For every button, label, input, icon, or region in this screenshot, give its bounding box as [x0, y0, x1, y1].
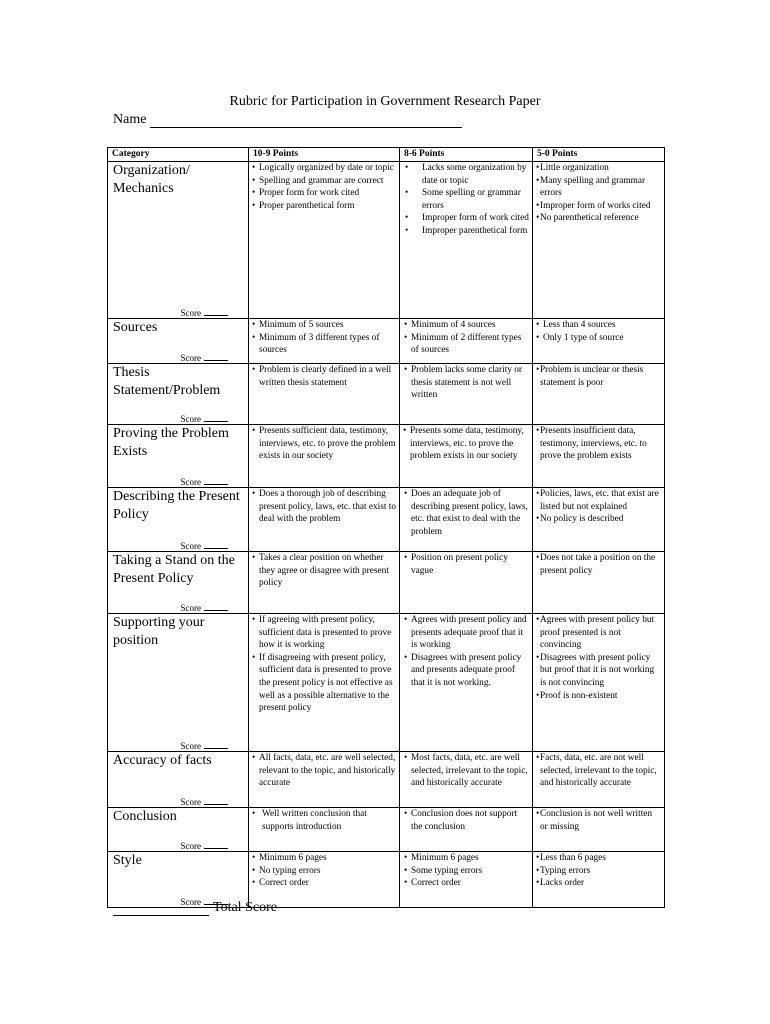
rubric-row-supporting-your-position [108, 614, 665, 752]
cell-5-0-points [533, 319, 665, 364]
criteria-item: • Improper form of work cited [400, 212, 530, 225]
cell-10-9-points [249, 425, 400, 488]
criteria-item: • Agrees with present policy but proof presented is not convincing [533, 614, 662, 652]
cell-8-6-points [400, 488, 533, 552]
cell-8-6-points [400, 319, 533, 364]
rubric-row-describing-the-present-policy [108, 488, 665, 552]
name-field [113, 112, 462, 128]
header-5-0-points: 5-0 Points [533, 148, 665, 162]
criteria-list [249, 319, 399, 357]
criteria-item: • Proper parenthetical form [249, 200, 397, 213]
total-score-label: Total Score [213, 900, 277, 915]
criteria-list [533, 425, 664, 463]
criteria-list [533, 808, 664, 833]
criteria-item: • If agreeing with present policy, sufficient data is presented to prove how it is working [249, 614, 397, 652]
score-field [181, 476, 229, 487]
criteria-list [400, 488, 532, 538]
criteria-item: • Presents insufficient data, testimony, interviews, etc. to prove the problem exists [533, 425, 662, 463]
criteria-item: • Spelling and grammar are correct [249, 175, 397, 188]
score-label: Score [180, 897, 201, 907]
criteria-list [249, 162, 399, 212]
score-field [181, 413, 229, 424]
criteria-item: • Disagrees with present policy but proof that it is not working is not convincing [533, 652, 662, 690]
score-label: Score [180, 541, 201, 551]
score-blank-line [204, 476, 228, 485]
category-name: Style [113, 853, 142, 868]
category-cell [108, 364, 249, 425]
cell-10-9-points [249, 319, 400, 364]
cell-5-0-points [533, 364, 665, 425]
criteria-item: • Most facts, data, etc. are well selected, irrelevant to the topic, and historically accurate [400, 752, 530, 790]
cell-10-9-points [249, 808, 400, 852]
criteria-list [249, 808, 399, 833]
score-label: Score [180, 477, 201, 487]
category-cell [108, 752, 249, 808]
score-field [181, 840, 229, 851]
criteria-item: • Disagrees with present policy and presents adequate proof that it is not working. [400, 652, 530, 690]
criteria-item: • Does not take a position on the present policy [533, 552, 662, 577]
score-blank-line [204, 413, 228, 422]
page-title: Rubric for Participation in Government Research Paper [229, 94, 541, 109]
category-name: Sources [113, 320, 158, 335]
criteria-list [249, 752, 399, 790]
cell-8-6-points [400, 552, 533, 614]
criteria-list [249, 552, 399, 590]
cell-10-9-points [249, 752, 400, 808]
category-name: Accuracy of facts [113, 753, 212, 768]
criteria-item: • Problem lacks some clarity or thesis statement is not well written [400, 364, 530, 402]
score-field [181, 796, 229, 807]
criteria-list [533, 852, 664, 890]
criteria-item: • No parenthetical reference [533, 212, 662, 225]
criteria-list [400, 319, 532, 357]
rubric-row-taking-a-stand-on-the-present-policy [108, 552, 665, 614]
cell-5-0-points [533, 752, 665, 808]
score-label: Score [180, 603, 201, 613]
rubric-table [107, 147, 665, 908]
criteria-list [249, 364, 399, 389]
criteria-list [533, 364, 664, 389]
cell-10-9-points [249, 614, 400, 752]
cell-8-6-points [400, 808, 533, 852]
criteria-item: • Correct order [400, 877, 530, 890]
criteria-item: • Minimum of 2 different types of sources [400, 332, 530, 357]
cell-8-6-points [400, 614, 533, 752]
criteria-item: • Only 1 type of source [533, 332, 662, 345]
category-name: Supporting your position [113, 615, 205, 648]
criteria-list [533, 162, 664, 225]
criteria-item: • Improper form of works cited [533, 200, 662, 213]
criteria-list [249, 852, 399, 890]
criteria-list [400, 552, 532, 577]
score-blank-line [204, 540, 228, 549]
criteria-list [249, 425, 399, 463]
total-blank-line [113, 901, 209, 916]
criteria-item: • Problem is unclear or thesis statement is poor [533, 364, 662, 389]
criteria-list [400, 364, 532, 402]
rubric-row-accuracy-of-facts [108, 752, 665, 808]
criteria-list [400, 852, 532, 890]
criteria-item: • If disagreeing with present policy, sufficient data is presented to prove the present policy is not effective as well as a possible alternative to the present policy [249, 652, 397, 715]
criteria-item: • Policies, laws, etc. that exist are listed but not explained [533, 488, 662, 513]
criteria-item: • Well written conclusion that supports introduction [249, 808, 397, 833]
score-label: Score [180, 797, 201, 807]
rubric-row-proving-the-problem-exists [108, 425, 665, 488]
score-blank-line [204, 840, 228, 849]
score-field [181, 352, 229, 363]
cell-10-9-points [249, 162, 400, 319]
category-cell [108, 614, 249, 752]
criteria-item: • Proof is non-existent [533, 690, 662, 703]
criteria-item: • Position on present policy vague [400, 552, 530, 577]
criteria-item: • Some spelling or grammar errors [400, 187, 530, 212]
score-blank-line [204, 602, 228, 611]
score-field [181, 540, 229, 551]
category-name: Describing the Present Policy [113, 489, 240, 522]
score-field [181, 740, 229, 751]
criteria-item: • Does a thorough job of describing present policy, laws, etc. that exist to deal with the problem [249, 488, 397, 526]
rubric-row-conclusion [108, 808, 665, 852]
cell-10-9-points [249, 364, 400, 425]
criteria-item: • Improper parenthetical form [400, 225, 530, 238]
cell-5-0-points [533, 808, 665, 852]
criteria-list [249, 488, 399, 526]
criteria-list [533, 752, 664, 790]
category-name: Taking a Stand on the Present Policy [113, 553, 235, 586]
category-name: Proving the Problem Exists [113, 426, 229, 459]
cell-8-6-points [400, 425, 533, 488]
criteria-item: • Minimum 6 pages [400, 852, 530, 865]
cell-8-6-points [400, 852, 533, 908]
criteria-item: • All facts, data, etc. are well selected, relevant to the topic, and historically accurate [249, 752, 397, 790]
criteria-list [533, 552, 664, 577]
cell-5-0-points [533, 488, 665, 552]
criteria-item: • Does an adequate job of describing present policy, laws, etc. that exist to deal with the problem [400, 488, 530, 538]
cell-5-0-points [533, 425, 665, 488]
criteria-item: • Many spelling and grammar errors [533, 175, 662, 200]
category-cell [108, 808, 249, 852]
score-blank-line [204, 307, 228, 316]
score-label: Score [180, 841, 201, 851]
criteria-item: • Minimum of 3 different types of sources [249, 332, 397, 357]
header-8-6-points: 8-6 Points [400, 148, 533, 162]
category-cell [108, 552, 249, 614]
criteria-list [400, 614, 532, 690]
category-cell [108, 319, 249, 364]
criteria-item: • Lacks some organization by date or topic [400, 162, 530, 187]
criteria-list [400, 808, 532, 833]
criteria-item: • Typing errors [533, 865, 662, 878]
score-label: Score [180, 353, 201, 363]
criteria-item: • Less than 4 sources [533, 319, 662, 332]
category-cell [108, 162, 249, 319]
criteria-item: • Agrees with present policy and presents adequate proof that it is working [400, 614, 530, 652]
criteria-item: • Minimum 6 pages [249, 852, 397, 865]
score-blank-line [204, 352, 228, 361]
cell-10-9-points [249, 552, 400, 614]
total-score [113, 900, 277, 916]
cell-5-0-points [533, 552, 665, 614]
criteria-item: • Less than 6 pages [533, 852, 662, 865]
score-blank-line [204, 740, 228, 749]
criteria-item: • Conclusion is not well written or missing [533, 808, 662, 833]
name-label: Name [113, 112, 147, 127]
score-label: Score [180, 308, 201, 318]
criteria-item: • Proper form for work cited [249, 187, 397, 200]
criteria-item: • Presents sufficient data, testimony, interviews, etc. to prove the problem exists in our society [249, 425, 397, 463]
cell-5-0-points [533, 852, 665, 908]
criteria-list [533, 319, 664, 344]
criteria-item: • Problem is clearly defined in a well written thesis statement [249, 364, 397, 389]
rubric-row-sources [108, 319, 665, 364]
cell-5-0-points [533, 614, 665, 752]
criteria-item: • Facts, data, etc. are not well selected, irrelevant to the topic, and historically accurate [533, 752, 662, 790]
criteria-item: • Minimum of 5 sources [249, 319, 397, 332]
criteria-list [400, 752, 532, 790]
header-row [108, 148, 665, 162]
category-name: Conclusion [113, 809, 177, 824]
criteria-item: • Conclusion does not support the conclusion [400, 808, 530, 833]
score-field [181, 307, 229, 318]
score-field [181, 602, 229, 613]
criteria-list [533, 614, 664, 702]
criteria-item: • Lacks order [533, 877, 662, 890]
criteria-item: • Minimum of 4 sources [400, 319, 530, 332]
criteria-item: • Correct order [249, 877, 397, 890]
header-category: Category [108, 148, 249, 162]
criteria-item: • No policy is described [533, 513, 662, 526]
rubric-row-organization-mechanics [108, 162, 665, 319]
name-blank-line [150, 113, 462, 128]
criteria-item: • Logically organized by date or topic [249, 162, 397, 175]
criteria-list [400, 425, 532, 463]
category-cell [108, 425, 249, 488]
criteria-item: • Little organization [533, 162, 662, 175]
cell-5-0-points [533, 162, 665, 319]
criteria-item: • Some typing errors [400, 865, 530, 878]
rubric-row-thesis-statement-problem [108, 364, 665, 425]
category-name: Organization/ Mechanics [113, 163, 190, 196]
cell-8-6-points [400, 752, 533, 808]
score-label: Score [180, 414, 201, 424]
criteria-item: • No typing errors [249, 865, 397, 878]
score-blank-line [204, 796, 228, 805]
category-cell [108, 488, 249, 552]
criteria-list [249, 614, 399, 715]
cell-8-6-points [400, 364, 533, 425]
criteria-list [400, 162, 532, 238]
score-label: Score [180, 741, 201, 751]
criteria-list [533, 488, 664, 526]
criteria-item: • Presents some data, testimony, interviews, etc. to prove the problem exists in our society [400, 425, 530, 463]
cell-10-9-points [249, 488, 400, 552]
criteria-item: • Takes a clear position on whether they agree or disagree with present policy [249, 552, 397, 590]
cell-8-6-points [400, 162, 533, 319]
header-10-9-points: 10-9 Points [249, 148, 400, 162]
category-name: Thesis Statement/Problem [113, 365, 221, 398]
